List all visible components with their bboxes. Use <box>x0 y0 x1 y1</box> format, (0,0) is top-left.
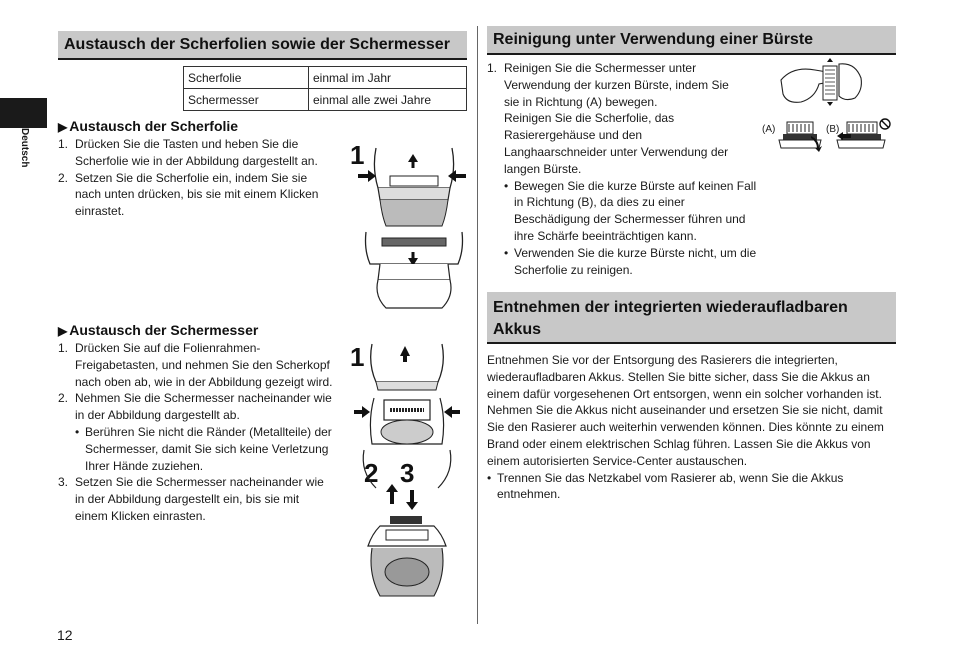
subheading-blade <box>58 322 258 338</box>
step-line: Reinigen Sie die Schermesser unter <box>504 61 697 75</box>
step-text: Setzen Sie die Scherfolie ein, indem Sie sie nach unten drücken, bis sie mit einem Klicken einrastet. <box>75 170 319 219</box>
step-line: sie in Richtung (A) bewegen. <box>504 94 658 109</box>
list-item <box>58 474 334 524</box>
list-item <box>58 136 334 170</box>
subheading-blade-text: Austausch der Schermesser <box>69 322 259 338</box>
bullet-text: Verwenden Sie die kurze Bürste nicht, um die Scherfolie zu reinigen. <box>514 245 757 277</box>
figure-step-label: 1 <box>350 140 365 170</box>
list-item <box>58 340 334 390</box>
blade-replacement-illustration <box>350 340 464 600</box>
battery-paragraph: Entnehmen Sie vor der Entsorgung des Rasierers die integrierten, wiederaufladbaren Akkus. Stellen Sie bitte sicher, dass Sie die Akkus an einem dafür vorgesehenen Ort entsorgen, wenn ein solcher vorhanden ist. Nehmen Sie die Akkus nicht auseinander und ersetzen Sie sie nicht, damit Sie den Rasierer auch weiterhin verwenden können. Dies könnte zu einem Brand oder einem elektrischen Schlag führen. Lassen Sie die Akkus von einem autorisierten Service-Center austauschen. <box>487 353 884 468</box>
figure-step-label: 2 <box>364 458 379 488</box>
table-row <box>184 89 467 111</box>
list-item <box>58 390 334 424</box>
foil-steps <box>58 136 334 220</box>
language-tab <box>0 98 47 128</box>
triangle-marker-icon: ▶ <box>58 120 68 134</box>
page-number: 12 <box>57 627 73 643</box>
table-cell: Scherfolie <box>184 67 309 89</box>
brush-cleaning-steps <box>487 60 759 278</box>
triangle-marker-icon: ▶ <box>58 324 68 338</box>
section-header-brush-cleaning: Reinigung unter Verwendung einer Bürste <box>487 26 896 55</box>
bullet-item <box>504 245 759 279</box>
step-number: 3. <box>58 475 69 490</box>
figure-step-label: 1 <box>350 342 365 372</box>
table-cell: einmal im Jahr <box>309 67 467 89</box>
replacement-interval-table <box>183 66 467 111</box>
label-direction-a: (A) <box>762 124 776 135</box>
table-cell: Schermesser <box>184 89 309 111</box>
step-line: Langhaarschneider unter Verwendung der <box>504 144 729 159</box>
section-header-battery-removal: Entnehmen der integrierten wiederaufladbaren Akkus <box>487 292 896 344</box>
battery-removal-text <box>487 352 897 503</box>
table-cell: einmal alle zwei Jahre <box>309 89 467 111</box>
bullet-item <box>75 424 334 474</box>
bullet-text: Trennen Sie das Netzkabel vom Rasierer ab, wenn Sie die Akkus entnehmen. <box>497 470 844 502</box>
step-text: Nehmen Sie die Schermesser nacheinander wie in der Abbildung dargestellt ab. <box>75 391 332 423</box>
step-line: Verwendung der kurzen Bürste, indem Sie <box>504 77 729 92</box>
bullet-item <box>487 470 897 504</box>
language-label: Deutsch <box>19 128 30 168</box>
bullet-item <box>504 178 759 245</box>
brush-cleaning-illustration <box>775 58 895 154</box>
step-line: langen Bürste. <box>504 161 582 176</box>
table-row <box>184 67 467 89</box>
list-item <box>58 170 334 220</box>
step-number: 1. <box>487 61 498 75</box>
step-line: Reinigen Sie die Scherfolie, das <box>504 111 675 126</box>
list-item <box>487 60 759 178</box>
column-divider <box>477 26 478 624</box>
bullet-text: Berühren Sie nicht die Ränder (Metallteile) der Schermesser, damit Sie sich keine Verletzung Ihrer Hände zuziehen. <box>85 424 332 473</box>
section-header-replacement: Austausch der Scherfolien sowie der Schermesser <box>58 31 467 60</box>
subheading-foil-text: Austausch der Scherfolie <box>69 118 239 134</box>
step-number: 1. <box>58 341 69 355</box>
step-text: Drücken Sie die Tasten und heben Sie die Scherfolie wie in der Abbildung dargestellt an. <box>75 137 318 168</box>
bullet-text: Bewegen Sie die kurze Bürste auf keinen Fall in Richtung (B), da dies zu einer Beschädigung der Schermesser führen und ihre Schärfe beeinträchtigen kann. <box>514 178 757 243</box>
step-text: Drücken Sie auf die Folienrahmen-Freigabetasten, und nehmen Sie den Scherkopf nach oben ab, wie in der Abbildung gezeigt wird. <box>75 341 333 389</box>
step-text: Setzen Sie die Schermesser nacheinander wie in der Abbildung dargestellt ein, bis sie mit einem Klicken einrasten. <box>75 475 324 523</box>
step-line: Rasierergehäuse und den <box>504 128 643 143</box>
figure-step-label: 3 <box>400 458 415 488</box>
subheading-foil <box>58 118 238 134</box>
step-number: 2. <box>58 391 69 406</box>
label-direction-b: (B) <box>826 124 840 135</box>
foil-replacement-illustration <box>356 140 468 310</box>
step-number: 1. <box>58 137 69 151</box>
blade-steps <box>58 340 334 525</box>
step-number: 2. <box>58 170 69 185</box>
